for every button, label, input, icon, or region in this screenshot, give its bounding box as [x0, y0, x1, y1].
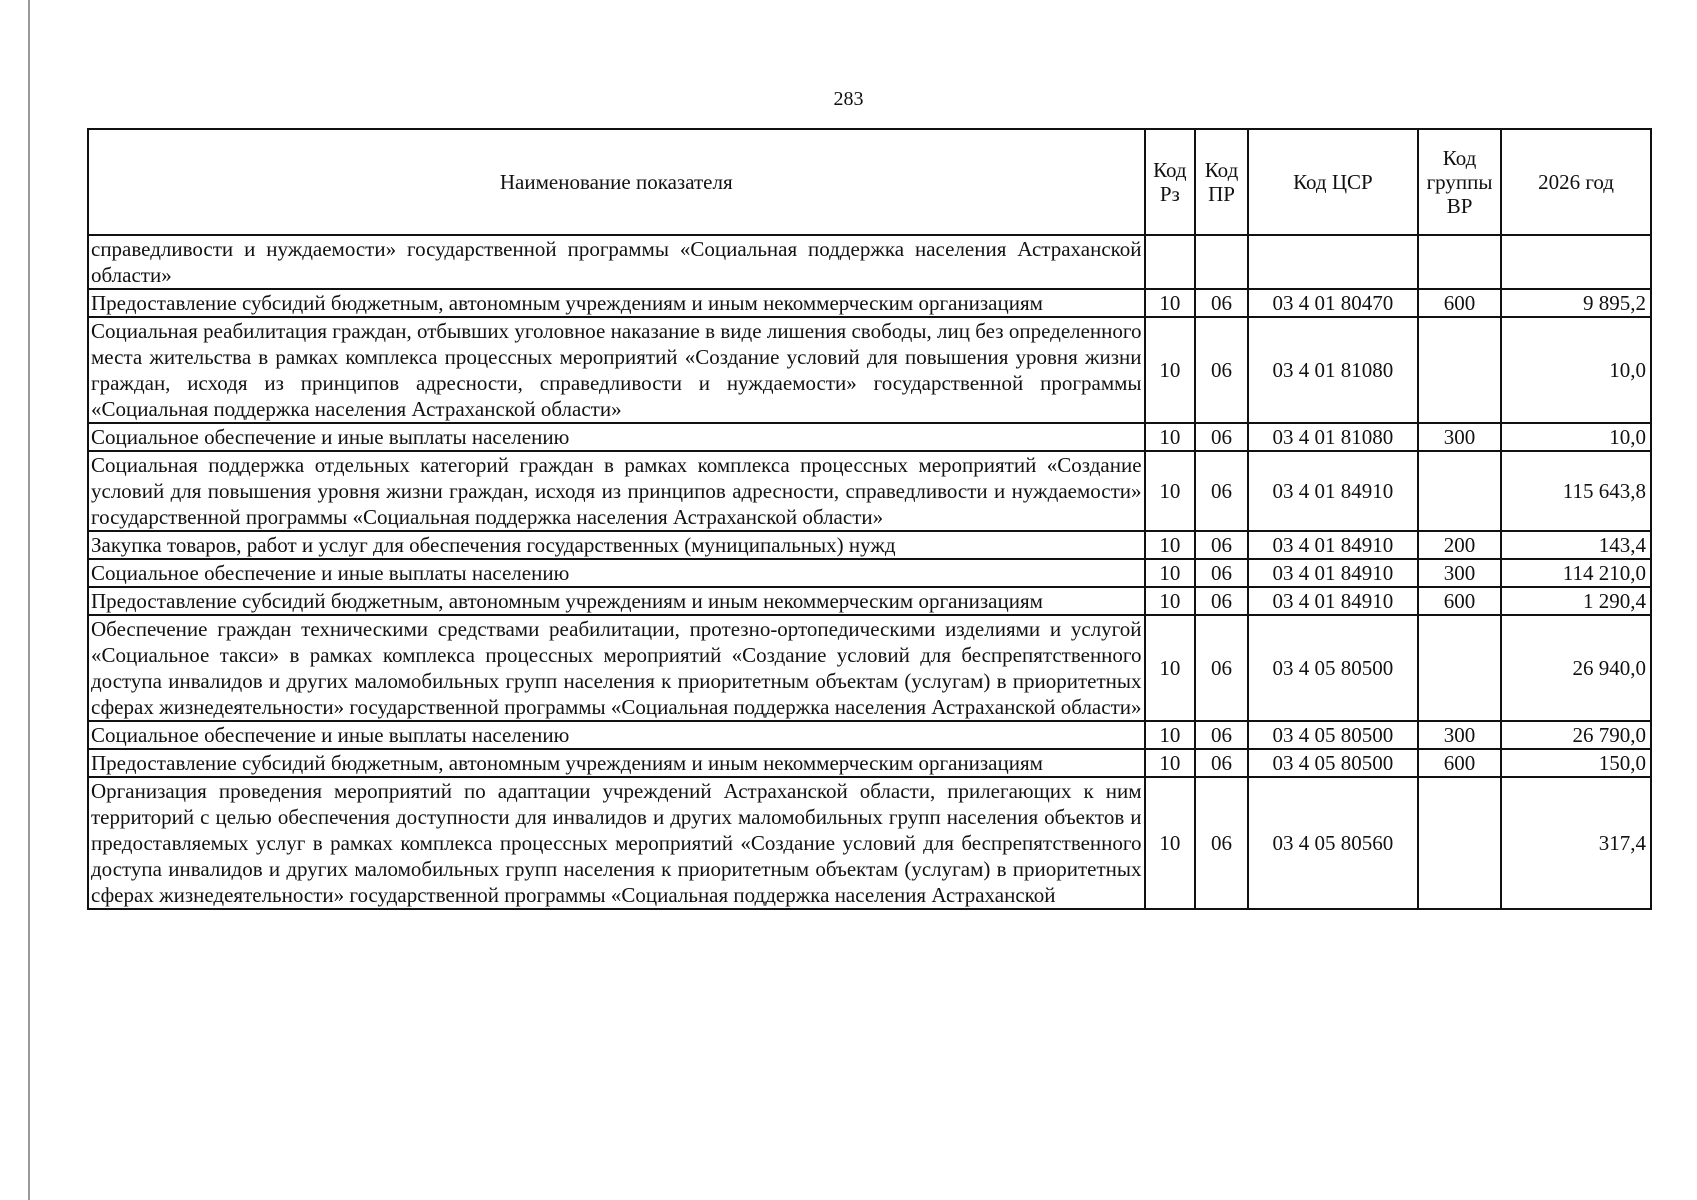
row-rz: 10: [1145, 587, 1196, 615]
header-csr: Код ЦСР: [1248, 129, 1418, 235]
row-sum: 26 940,0: [1501, 615, 1651, 721]
row-sum: [1501, 235, 1651, 289]
row-pr: 06: [1195, 531, 1248, 559]
row-csr: 03 4 01 84910: [1248, 559, 1418, 587]
row-name: Социальная поддержка отдельных категорий граждан в рамках комплекса процессных мероприятий «Создание условий для повышения уровня жизни граждан, исходя из принципов адресности, справедливости и нуждаемости» государственной программы «Социальная поддержка населения Астраханской области»: [88, 451, 1145, 531]
budget-table: [87, 128, 1652, 910]
header-pr: Код ПР: [1195, 129, 1248, 235]
row-sum: 114 210,0: [1501, 559, 1651, 587]
row-name: Социальная реабилитация граждан, отбывших уголовное наказание в виде лишения свободы, лиц без определенного места жительства в рамках комплекса процессных мероприятий «Создание условий для повышения уровня жизни граждан, исходя из принципов адресности, справедливости и нуждаемости» государственной программы «Социальная поддержка населения Астраханской области»: [88, 317, 1145, 423]
row-csr: 03 4 01 84910: [1248, 531, 1418, 559]
row-vr: 300: [1418, 559, 1501, 587]
table-row: [88, 289, 1651, 317]
row-name: Социальное обеспечение и иные выплаты населению: [88, 423, 1145, 451]
table-row: [88, 777, 1651, 909]
row-pr: 06: [1195, 317, 1248, 423]
row-sum: 150,0: [1501, 749, 1651, 777]
row-pr: 06: [1195, 451, 1248, 531]
row-pr: 06: [1195, 587, 1248, 615]
row-pr: 06: [1195, 749, 1248, 777]
row-rz: 10: [1145, 559, 1196, 587]
row-rz: 10: [1145, 451, 1196, 531]
row-csr: 03 4 01 81080: [1248, 423, 1418, 451]
header-year: 2026 год: [1501, 129, 1651, 235]
scan-edge-line: [28, 0, 30, 1200]
row-name: справедливости и нуждаемости» государственной программы «Социальная поддержка населения Астраханской области»: [88, 235, 1145, 289]
row-rz: 10: [1145, 423, 1196, 451]
row-csr: 03 4 05 80500: [1248, 721, 1418, 749]
row-pr: 06: [1195, 777, 1248, 909]
row-name: Предоставление субсидий бюджетным, автономным учреждениям и иным некоммерческим организациям: [88, 587, 1145, 615]
row-pr: 06: [1195, 559, 1248, 587]
row-name: Обеспечение граждан техническими средствами реабилитации, протезно-ортопедическими изделиями и услугой «Социальное такси» в рамках комплекса процессных мероприятий «Создание условий для беспрепятственного доступа инвалидов и других маломобильных групп населения к приоритетным объектам (услугам) в приоритетных сферах жизнедеятельности» государственной программы «Социальная поддержка населения Астраханской области»: [88, 615, 1145, 721]
table-row: [88, 317, 1651, 423]
row-sum: 143,4: [1501, 531, 1651, 559]
table-row: [88, 749, 1651, 777]
row-vr: 200: [1418, 531, 1501, 559]
row-name: Социальное обеспечение и иные выплаты населению: [88, 559, 1145, 587]
table-header-row: [88, 129, 1651, 235]
row-sum: 9 895,2: [1501, 289, 1651, 317]
row-rz: 10: [1145, 749, 1196, 777]
row-rz: 10: [1145, 289, 1196, 317]
row-pr: [1195, 235, 1248, 289]
header-rz: Код Рз: [1145, 129, 1196, 235]
table-row: [88, 451, 1651, 531]
row-vr: 600: [1418, 749, 1501, 777]
row-sum: 317,4: [1501, 777, 1651, 909]
row-sum: 26 790,0: [1501, 721, 1651, 749]
row-csr: 03 4 01 84910: [1248, 451, 1418, 531]
row-pr: 06: [1195, 721, 1248, 749]
row-vr: 300: [1418, 423, 1501, 451]
table-row: [88, 587, 1651, 615]
row-rz: 10: [1145, 615, 1196, 721]
row-rz: [1145, 235, 1196, 289]
row-rz: 10: [1145, 721, 1196, 749]
row-pr: 06: [1195, 423, 1248, 451]
row-vr: [1418, 451, 1501, 531]
row-name: Социальное обеспечение и иные выплаты населению: [88, 721, 1145, 749]
row-vr: 600: [1418, 289, 1501, 317]
row-name: Предоставление субсидий бюджетным, автономным учреждениям и иным некоммерческим организациям: [88, 749, 1145, 777]
table-row: [88, 531, 1651, 559]
header-name: Наименование показателя: [88, 129, 1145, 235]
table-row: [88, 423, 1651, 451]
row-sum: 10,0: [1501, 317, 1651, 423]
row-sum: 10,0: [1501, 423, 1651, 451]
row-rz: 10: [1145, 531, 1196, 559]
table-row: [88, 615, 1651, 721]
row-pr: 06: [1195, 289, 1248, 317]
row-name: Предоставление субсидий бюджетным, автономным учреждениям и иным некоммерческим организациям: [88, 289, 1145, 317]
row-sum: 115 643,8: [1501, 451, 1651, 531]
row-sum: 1 290,4: [1501, 587, 1651, 615]
row-vr: [1418, 317, 1501, 423]
row-vr: [1418, 615, 1501, 721]
row-csr: 03 4 05 80500: [1248, 749, 1418, 777]
page-number: 283: [833, 88, 864, 110]
row-name: Закупка товаров, работ и услуг для обеспечения государственных (муниципальных) нужд: [88, 531, 1145, 559]
row-vr: 600: [1418, 587, 1501, 615]
table-row: [88, 235, 1651, 289]
table-row: [88, 721, 1651, 749]
row-csr: 03 4 01 81080: [1248, 317, 1418, 423]
row-csr: 03 4 05 80560: [1248, 777, 1418, 909]
row-csr: [1248, 235, 1418, 289]
row-csr: 03 4 01 84910: [1248, 587, 1418, 615]
row-csr: 03 4 01 80470: [1248, 289, 1418, 317]
row-vr: [1418, 777, 1501, 909]
row-csr: 03 4 05 80500: [1248, 615, 1418, 721]
row-rz: 10: [1145, 317, 1196, 423]
table-row: [88, 559, 1651, 587]
row-rz: 10: [1145, 777, 1196, 909]
row-vr: 300: [1418, 721, 1501, 749]
row-pr: 06: [1195, 615, 1248, 721]
row-vr: [1418, 235, 1501, 289]
row-name: Организация проведения мероприятий по адаптации учреждений Астраханской области, прилегающих к ним территорий с целью обеспечения доступности для инвалидов и других маломобильных групп населения объектов и предоставляемых услуг в рамках комплекса процессных мероприятий «Создание условий для беспрепятственного доступа инвалидов и других маломобильных групп населения к приоритетным объектам (услугам) в приоритетных сферах жизнедеятельности» государственной программы «Социальная поддержка населения Астраханской: [88, 777, 1145, 909]
header-vr: Код группы ВР: [1418, 129, 1501, 235]
